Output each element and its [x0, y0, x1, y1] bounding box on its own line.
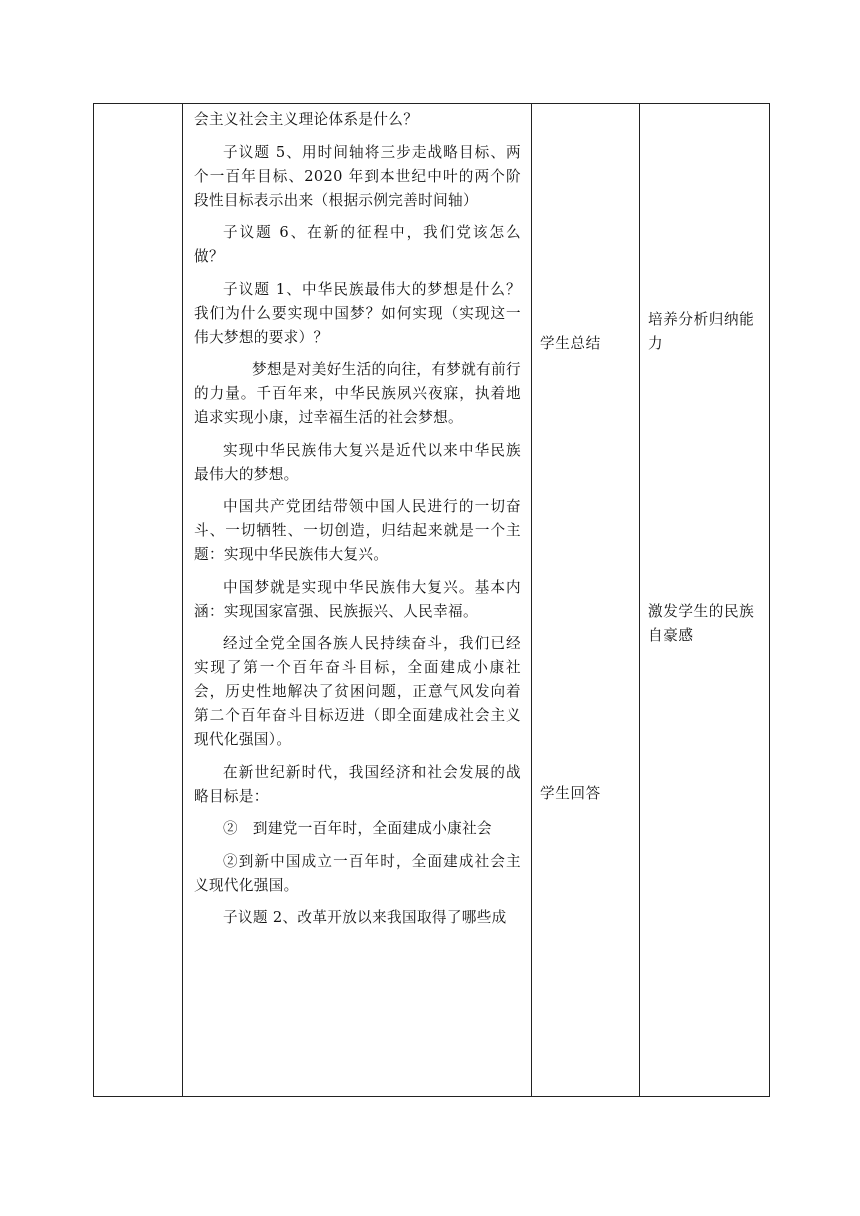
content-paragraph: 经过全党全国各族人民持续奋斗，我们已经实现了第一个百年奋斗目标，全面建成小康社会，历史性地解决了贫困问题，正意气风发向着第二个百年奋斗目标迈进（即全面建成社会主义现代化强国）。	[194, 635, 521, 748]
student-summary-text: 学生总结	[540, 335, 601, 352]
content-paragraph: 梦想是对美好生活的向往，有梦就有前行的力量。千百年来，中华民族夙兴夜寐，执着地追求实现小康，过幸福生活的社会梦想。	[194, 361, 521, 426]
table-row	[94, 104, 770, 1097]
student-answer-text: 学生回答	[540, 785, 601, 802]
design-intent-analysis: 培养分析归纳能力	[648, 311, 755, 352]
teaching-content-cell	[183, 104, 532, 1097]
design-intent-pride: 激发学生的民族自豪感	[648, 603, 755, 644]
content-paragraph: 子议题 6、在新的征程中，我们党该怎么做？	[194, 224, 521, 265]
content-paragraph: 子议题 2、改革开放以来我国取得了哪些成	[223, 909, 507, 926]
design-intent-cell	[640, 104, 770, 1097]
content-paragraph: ② 到建党一百年时，全面建成小康社会	[223, 820, 492, 837]
blank-cell	[94, 104, 183, 1097]
content-paragraph: 实现中华民族伟大复兴是近代以来中华民族最伟大的梦想。	[194, 441, 521, 483]
student-activity-cell	[532, 104, 640, 1097]
content-paragraph: ②到新中国成立一百年时，全面建成社会主义现代化强国。	[194, 852, 521, 894]
teaching-content	[183, 104, 531, 930]
content-paragraph: 会主义社会主义理论体系是什么？	[194, 111, 419, 128]
content-paragraph: 子议题 5、用时间轴将三步走战略目标、两个一百年目标、2020 年到本世纪中叶的两个阶段性目标表示出来（根据示例完善时间轴）	[194, 143, 521, 209]
content-paragraph: 中国梦就是实现中华民族伟大复兴。基本内涵：实现国家富强、民族振兴、人民幸福。	[194, 578, 521, 620]
lesson-plan-table	[93, 103, 770, 1097]
content-paragraph: 中国共产党团结带领中国人民进行的一切奋斗、一切牺牲、一切创造，归结起来就是一个主题：实现中华民族伟大复兴。	[194, 498, 521, 563]
content-paragraph: 子议题 1、中华民族最伟大的梦想是什么？我们为什么要实现中国梦？如何实现（实现这一伟大梦想的要求）？	[194, 280, 521, 346]
content-paragraph: 在新世纪新时代，我国经济和社会发展的战略目标是：	[194, 763, 521, 805]
